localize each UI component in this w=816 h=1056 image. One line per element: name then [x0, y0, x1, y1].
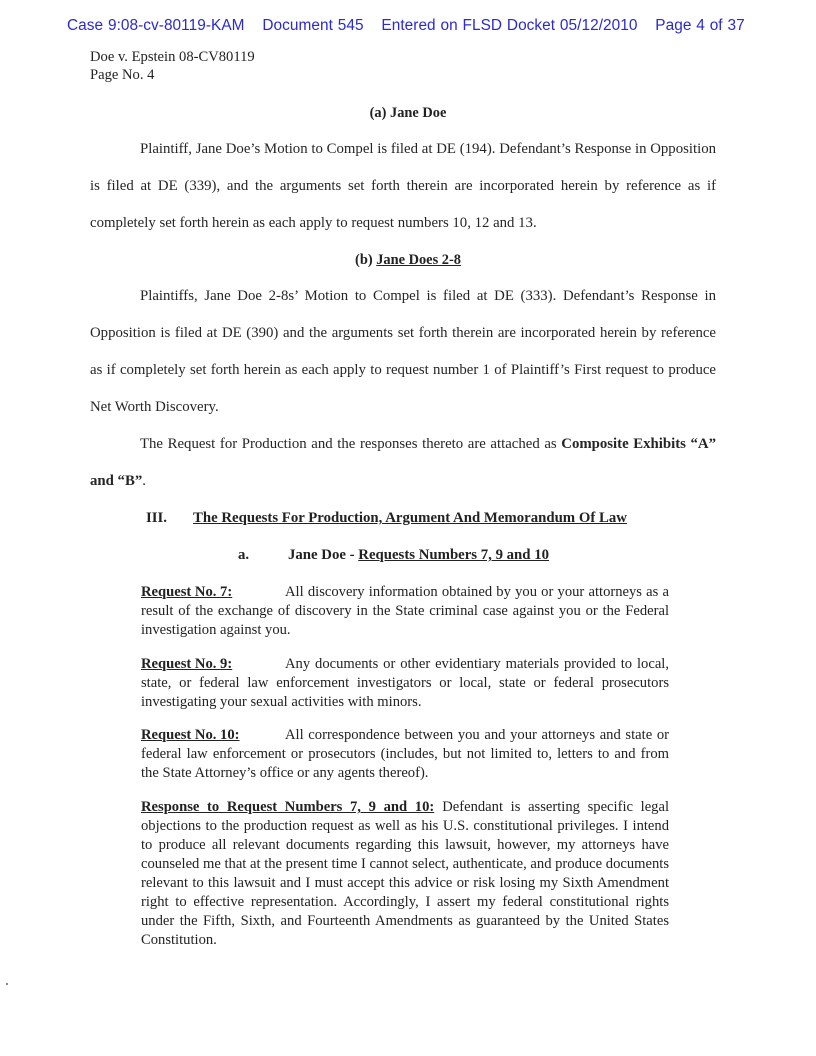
- request-9: [141, 655, 669, 712]
- page-number: Page No. 4: [90, 67, 155, 83]
- exhibits-end: .: [142, 473, 146, 489]
- request-7: [141, 583, 669, 640]
- docket-entered-date: Entered on FLSD Docket 05/12/2010: [381, 17, 638, 34]
- section-b-heading-title: Jane Does 2-8: [376, 252, 461, 268]
- scan-speck: [6, 983, 8, 985]
- section-b-paragraph: Plaintiffs, Jane Doe 2-8s’ Motion to Compel is filed at DE (333). Defendant’s Response in Opposition is filed at DE (390) and the arguments set forth therein are incorporated herein by reference as if completely set forth herein as each apply to request number 1 of Plaintiff’s First request to produce Net Worth Discovery.: [90, 288, 716, 415]
- subsection-a-letter: a.: [238, 547, 250, 563]
- subsection-a-title: [288, 547, 549, 564]
- request-7-text: All discovery information obtained by you or your attorneys as a result of the exchange of discovery in the State criminal case against you or the Federal investigation against you.: [141, 584, 669, 638]
- subsection-a-prefix: Jane Doe -: [288, 547, 359, 563]
- docket-page-count: Page 4 of 37: [655, 17, 745, 34]
- section-iii-number: III.: [146, 510, 167, 526]
- response-label: Response to Request Numbers 7, 9 and 10:: [141, 799, 435, 815]
- subsection-a-underlined: Requests Numbers 7, 9 and 10: [358, 547, 550, 563]
- request-9-text: Any documents or other evidentiary materials provided to local, state, or federal law enforcement investigators or local, state or federal prosecutors investigating your sexual activities with minors.: [141, 656, 669, 710]
- case-caption: Doe v. Epstein 08-CV80119: [90, 49, 255, 65]
- exhibits-paragraph: [90, 426, 716, 500]
- section-iii-title: The Requests For Production, Argument And Memorandum Of Law: [193, 510, 627, 526]
- section-b-heading-prefix: (b): [355, 252, 377, 268]
- docket-stamp: [67, 17, 745, 35]
- request-7-label: Request No. 7:: [141, 584, 233, 600]
- section-a-heading: (a) Jane Doe: [369, 105, 447, 121]
- section-a-paragraph: Plaintiff, Jane Doe’s Motion to Compel is filed at DE (194). Defendant’s Response in Opposition is filed at DE (339), and the arguments set forth therein are incorporated herein by reference as if completely set forth herein as each apply to request numbers 10, 12 and 13.: [90, 141, 716, 231]
- exhibits-reference: Composite Exhibits “A” and “B”: [90, 436, 716, 489]
- request-10-label: Request No. 10:: [141, 727, 240, 743]
- request-10: [141, 726, 669, 783]
- section-b-heading: [0, 252, 816, 269]
- request-9-label: Request No. 9:: [141, 656, 233, 672]
- docket-document-number: Document 545: [262, 17, 364, 34]
- response-text: Defendant is asserting specific legal objections to the production request as well as his U.S. constitutional privileges. I intend to produce all relevant documents regarding this lawsuit, however, my attorneys have counseled me that at the present time I cannot select, authenticate, and produce documents relevant to this lawsuit and I must accept this advice or risk losing my Sixth Amendment right to effective representation. Accordingly, I assert my federal constitutional rights under the Fifth, Sixth, and Fourteenth Amendments as guaranteed by the United States Constitution.: [141, 799, 670, 948]
- docket-case-number: Case 9:08-cv-80119-KAM: [67, 17, 245, 34]
- request-10-text: All correspondence between you and your attorneys and state or federal law enforcement or prosecutors (includes, but not limited to, letters to and from the State Attorney’s office or any agents thereof).: [141, 727, 669, 781]
- response-block: [141, 798, 669, 950]
- exhibits-text: The Request for Production and the responses thereto are attached as: [140, 436, 562, 452]
